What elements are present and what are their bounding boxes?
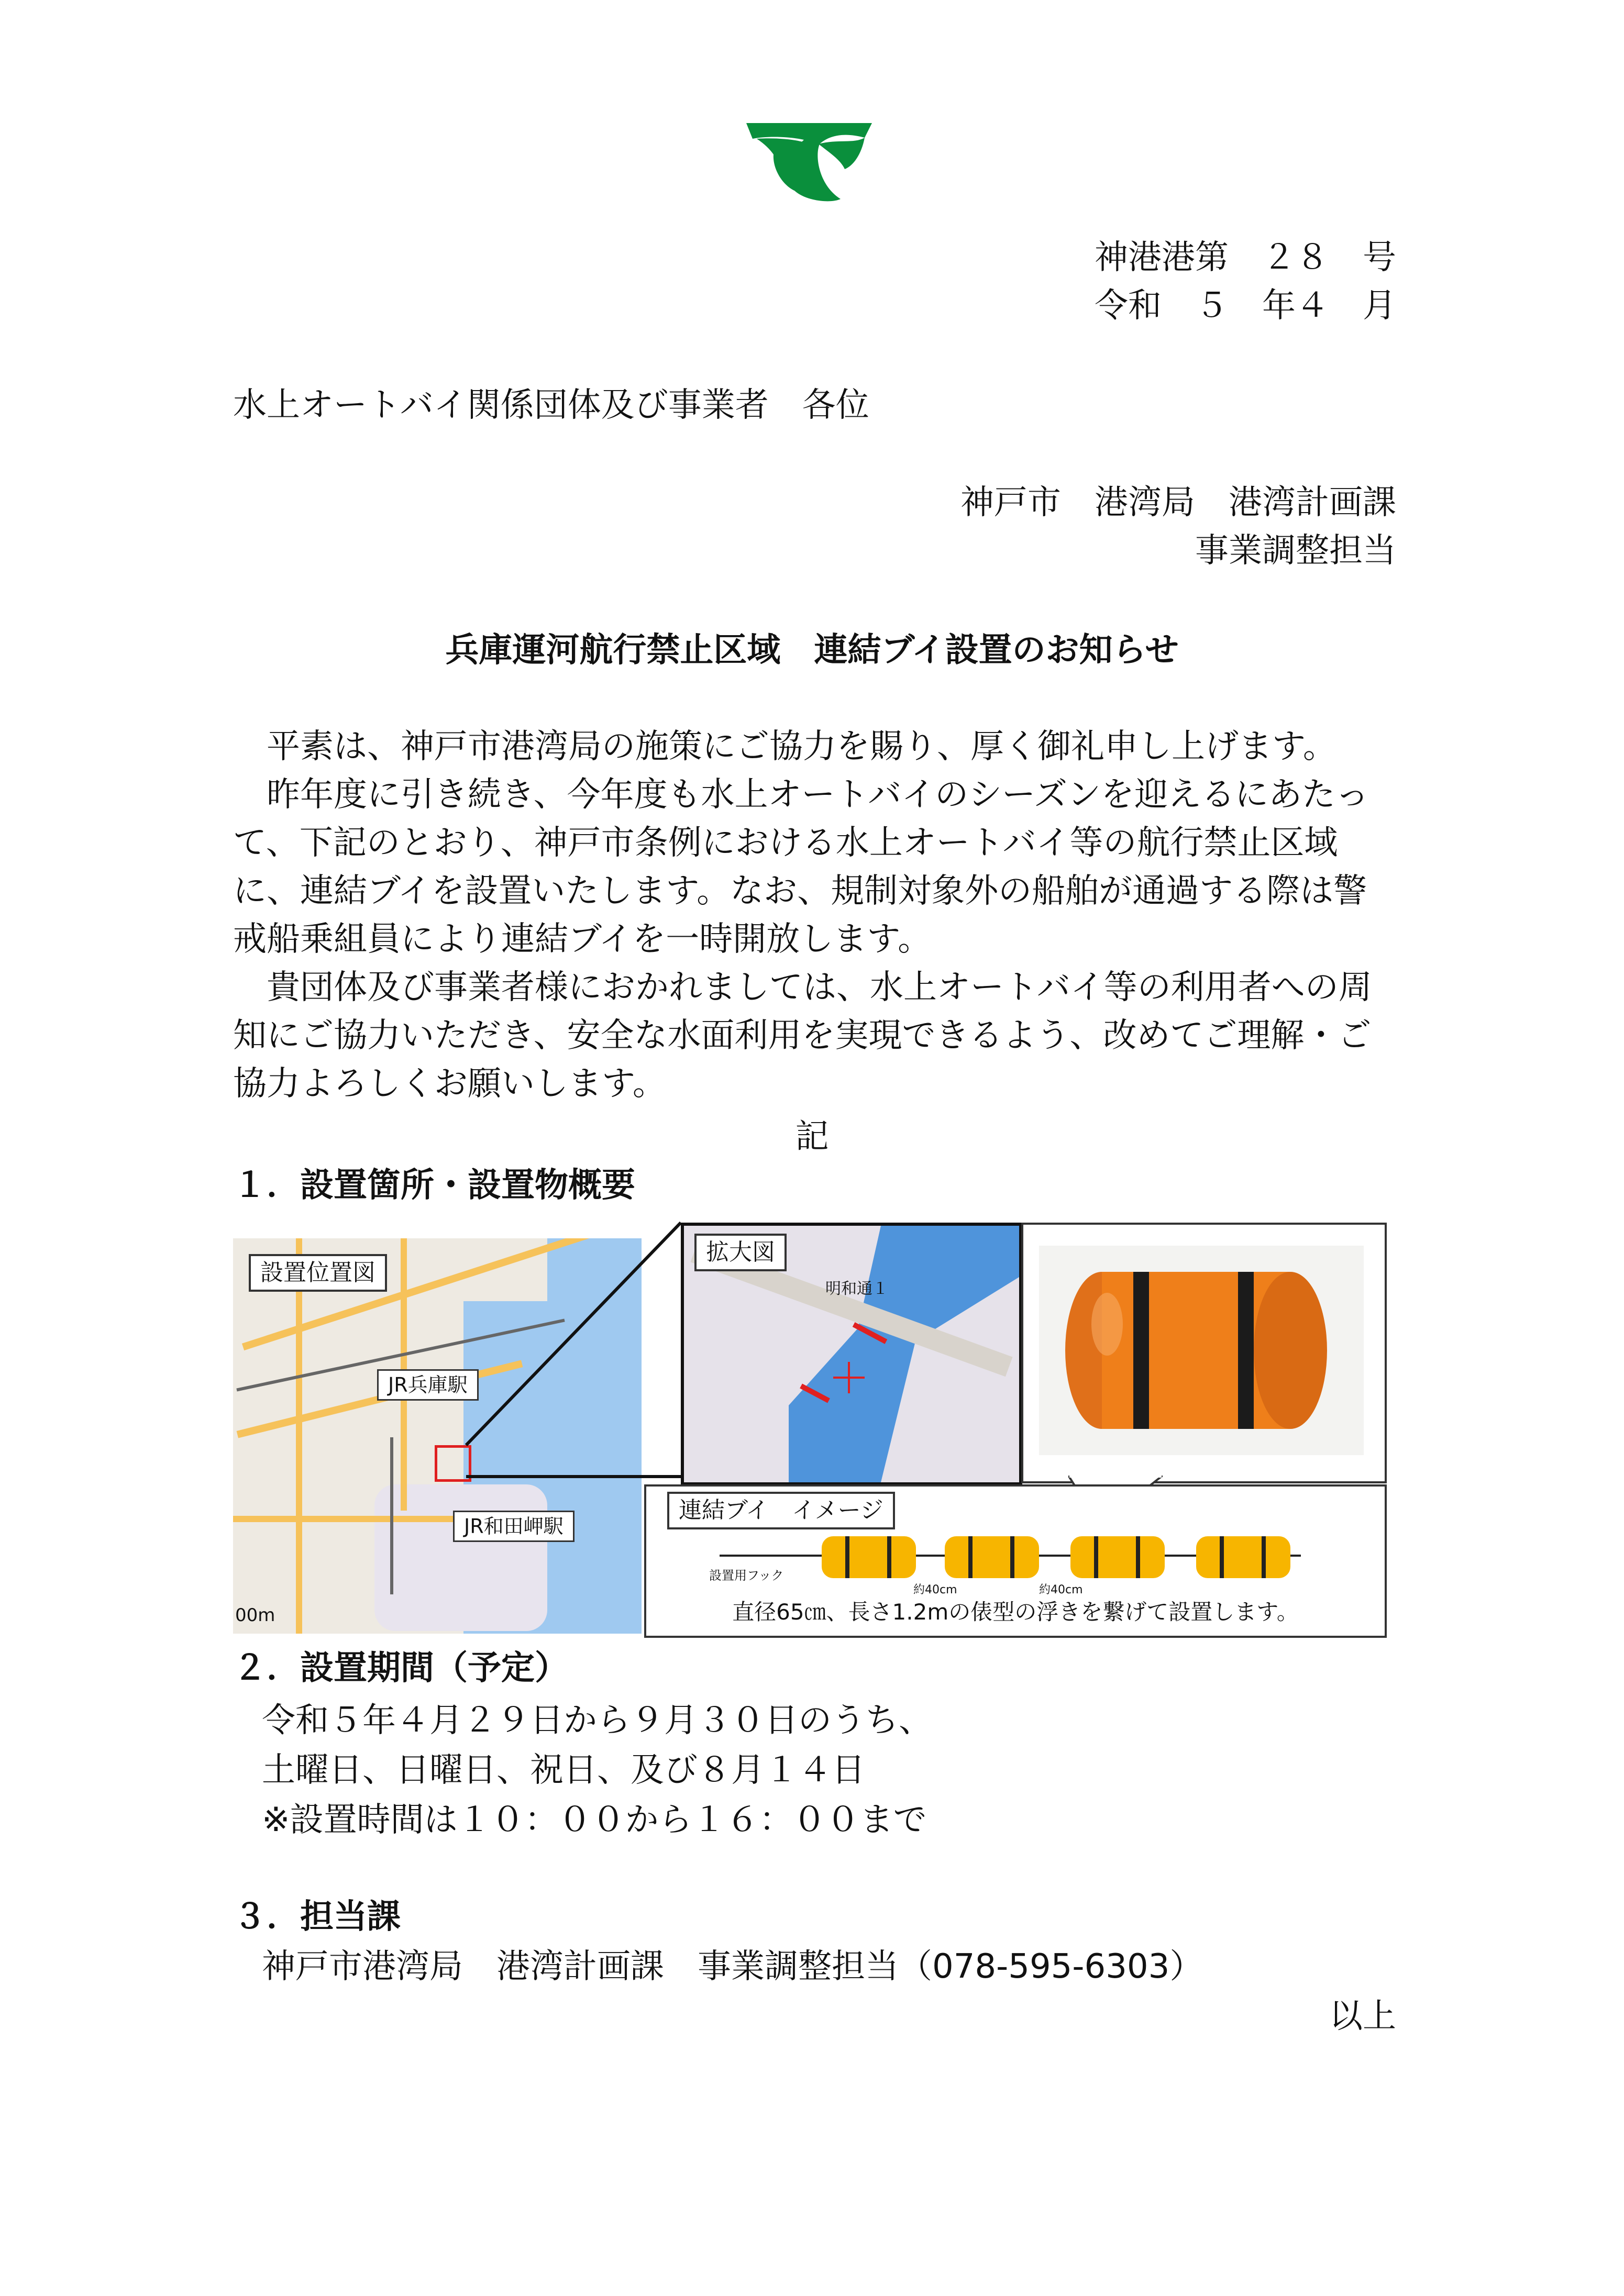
body-paragraph-1: 平素は、神戸市港湾局の施策にご協力を賜り、厚く御礼申し上げます。 [233,727,1336,766]
zoom-map [681,1223,1022,1485]
period-line-1: 令和５年４月２９日から９月３０日のうち、 [262,1701,932,1740]
street-label: 明和通１ [825,1280,888,1298]
section3-heading: ３．担当課 [233,1898,401,1936]
ki-mark: 記 [795,1117,829,1156]
buoy-1 [822,1536,916,1578]
document-date: 令和 ５ 年４ 月 [1095,286,1396,325]
buoy-3 [1070,1536,1165,1578]
period-line-3: ※設置時間は１０：００から１６：００まで [262,1801,927,1839]
section1-heading: １．設置箇所・設置物概要 [233,1166,635,1205]
location-map-label: 設置位置図 [249,1254,387,1292]
buoy-diagram [644,1484,1387,1638]
document-number: 神港港第 ２８ 号 [1095,238,1396,277]
section2-heading: ２．設置期間（予定） [233,1649,568,1688]
gap-label-2: 約40cm [1039,1583,1083,1596]
buoy-diagram-caption: 直径65㎝、長さ1.2mの俵型の浮きを繋げて設置します。 [732,1599,1299,1625]
addressee: 水上オートバイ関係団体及び事業者 各位 [233,386,869,425]
hook-label: 設置用フック [709,1568,784,1583]
station-label-hyogo: JR兵庫駅 [377,1369,479,1401]
period-line-2: 土曜日、日曜日、祝日、及び８月１４日 [262,1751,865,1790]
buoy-photo-drawing [1039,1246,1364,1455]
sender-department: 神戸市 港湾局 港湾計画課 [960,483,1396,522]
buoy-photo-frame [1021,1223,1387,1483]
buoy-4 [1196,1536,1290,1578]
gap-label-1: 約40cm [913,1583,957,1596]
body-paragraph-3: 貴団体及び事業者様におかれましては、水上オートバイ等の利用者への周知にご協力いただき、安全な水面利用を実現できるよう、改めてご理解・ご協力よろしくお願いします。 [233,968,1372,1103]
buoy-diagram-label: 連結ブイ イメージ [667,1492,895,1529]
buoy-2 [945,1536,1039,1578]
closing-mark: 以上 [1329,1997,1396,2036]
map-scale: 00m [235,1605,275,1626]
sender-section: 事業調整担当 [1195,531,1396,570]
body-paragraph-2: 昨年度に引き続き、今年度も水上オートバイのシーズンを迎えるにあたって、下記のとおり、神戸市条例における水上オートバイ等の航行禁止区域に、連結ブイを設置いたします。なお、規制対象外の船舶が通過する際は警戒船乗組員により連結ブイを一時開放します。 [233,775,1369,959]
station-label-wadamisaki: JR和田岬駅 [453,1511,575,1542]
zoom-map-label: 拡大図 [694,1234,787,1271]
buoy-photo [1039,1246,1364,1455]
page-title: 兵庫運河航行禁止区域 連結ブイ設置のお知らせ [445,631,1179,670]
crosshair-icon [833,1362,865,1393]
contact-line: 神戸市港湾局 港湾計画課 事業調整担当（078-595-6303） [262,1947,1203,1986]
